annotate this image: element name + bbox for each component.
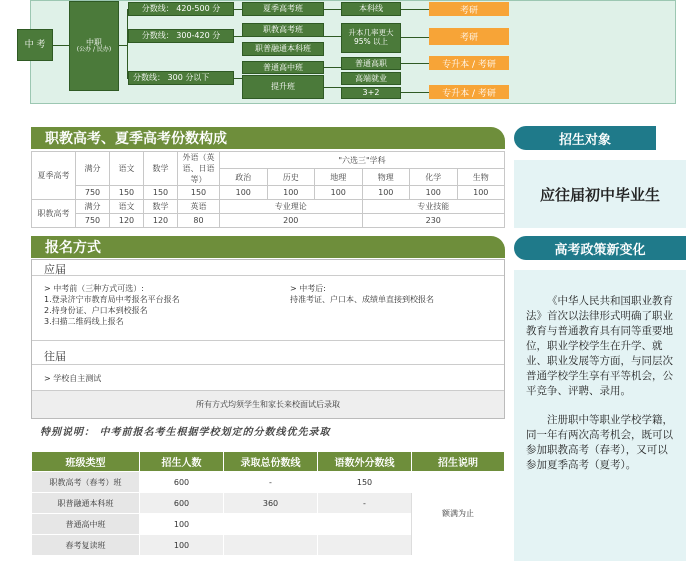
six-three-header: "六选三"学科	[220, 152, 505, 169]
zhongzhi-label: 中职	[86, 37, 102, 47]
class-summer-text: 夏季高考班	[263, 4, 303, 14]
class-cell: 职普融通本科班	[32, 493, 140, 514]
class-vocational	[242, 23, 324, 37]
class-note: 额满为止	[412, 472, 505, 556]
summer-h-politics: 政治	[220, 169, 268, 186]
summer-v: 100	[315, 186, 363, 200]
past-text: > 学校自主测试	[44, 374, 102, 383]
result-1-text: 考研	[459, 5, 478, 16]
summer-h-foreign: 外语（英语、日语等）	[178, 152, 220, 186]
class-cell: 360	[224, 493, 318, 514]
zhongzhi-sub: (公办 / 民办)	[76, 46, 112, 54]
before-title: > 中考前（三种方式可选）:	[44, 284, 144, 293]
registration-box	[31, 259, 505, 419]
outcome-2-text: 升本几率更大 95% 以上	[348, 28, 394, 46]
class-cell	[224, 514, 318, 535]
class-merge-text: 职普融通本科班	[255, 44, 311, 54]
vocational-label: 职教高考	[32, 200, 76, 228]
summer-v: 750	[76, 186, 110, 200]
before-item: 2.持身份证、户口本到校报名	[44, 306, 148, 315]
class-cell	[224, 535, 318, 556]
upgrade-class-text: 提升班	[271, 82, 295, 92]
score-section-title	[31, 127, 505, 149]
score-line-1	[128, 2, 234, 16]
registration-title	[31, 236, 505, 258]
registration-title-text: 报名方式	[45, 240, 101, 256]
class-cell: 100	[140, 514, 224, 535]
outcome-1-text: 本科线	[359, 4, 383, 14]
class-cell	[318, 514, 412, 535]
voc-v: 120	[110, 214, 144, 228]
class-cell: 600	[140, 493, 224, 514]
result-1	[429, 2, 509, 16]
summer-v: 150	[178, 186, 220, 200]
outcome-3	[341, 57, 401, 70]
summer-v: 100	[220, 186, 268, 200]
voc-h: 语文	[110, 200, 144, 214]
voc-v: 230	[362, 214, 505, 228]
class-general-text: 普通高中班	[263, 62, 303, 72]
result-2	[429, 28, 509, 45]
result-2-text: 考研	[459, 33, 478, 43]
table-row	[32, 472, 505, 493]
class-h-type: 班级类型	[32, 452, 140, 472]
voc-h: 专业理论	[220, 200, 363, 214]
voc-h: 英语	[178, 200, 220, 214]
policy-box	[514, 270, 686, 561]
outcome-1	[341, 2, 401, 16]
score-line-1-text: 分数线： 420-500 分	[141, 4, 221, 14]
summer-v: 150	[144, 186, 178, 200]
summer-h-chinese: 语文	[110, 152, 144, 186]
result-4	[429, 85, 509, 99]
summer-v: 100	[410, 186, 458, 200]
summer-h-history: 历史	[267, 169, 315, 186]
class-cell	[318, 535, 412, 556]
summer-h-physics: 物理	[362, 169, 410, 186]
outcome-2	[341, 23, 401, 53]
zhongkao-label: 中 考	[24, 39, 46, 50]
before-block	[44, 283, 180, 327]
after-text: 持准考证、户口本、成绩单直接到校报名	[290, 295, 434, 304]
summer-v: 100	[362, 186, 410, 200]
score-table	[31, 151, 505, 228]
summer-h-biology: 生物	[457, 169, 505, 186]
class-cell: 600	[140, 472, 224, 493]
registration-note-text: 所有方式均须学生和家长来校面试后录取	[196, 400, 340, 409]
outcome-3-text: 普通高职	[355, 58, 387, 68]
voc-v: 750	[76, 214, 110, 228]
summer-h-total: 满分	[76, 152, 110, 186]
class-vocational-text: 职教高考班	[263, 25, 303, 35]
upgrade-class	[242, 75, 324, 99]
summer-v: 100	[267, 186, 315, 200]
policy-para-1: 《中华人民共和国职业教育法》首次以法律形式明确了职业教育与普通教育具有同等重要地位，职业学校学生在升学、就业、职业发展等方面，与同层次普通学校学生享有平等机会，公平竞争、评聘、录用。	[526, 295, 673, 397]
summer-v: 100	[457, 186, 505, 200]
class-h-total-line: 录取总份数线	[224, 452, 318, 472]
class-cell: 职教高考（春考）班	[32, 472, 140, 493]
result-3	[429, 56, 509, 70]
score-line-3	[128, 71, 234, 85]
voc-h: 数学	[144, 200, 178, 214]
outcome-5	[341, 87, 401, 99]
summer-v: 150	[110, 186, 144, 200]
class-h-count: 招生人数	[140, 452, 224, 472]
outcome-5-text: 3+2	[362, 88, 380, 98]
class-cell: -	[318, 493, 412, 514]
summer-h-chemistry: 化学	[410, 169, 458, 186]
registration-note	[32, 390, 504, 418]
voc-v: 120	[144, 214, 178, 228]
enroll-target-title-text: 招生对象	[558, 132, 611, 148]
outcome-4	[341, 72, 401, 85]
before-item: 3.扫描二维码线上报名	[44, 317, 124, 326]
enroll-target-text: 应往届初中毕业生	[539, 185, 660, 204]
policy-para-2: 注册职中等职业学校学籍，同一年有两次高考机会，既可以参加职教高考（春考），又可以参加夏季高考（夏考）。	[526, 414, 673, 471]
enroll-target-box	[514, 160, 686, 228]
class-cell: 150	[318, 472, 412, 493]
summer-h-geography: 地理	[315, 169, 363, 186]
class-merge	[242, 42, 324, 56]
score-section-title-text: 职教高考、夏季高考份数构成	[45, 131, 227, 147]
class-table	[31, 451, 505, 556]
enroll-target-title	[514, 126, 656, 150]
fresh-panel	[32, 260, 504, 341]
class-h-note: 招生说明	[412, 452, 505, 472]
past-label: 往届	[44, 350, 66, 363]
outcome-4-text: 高端就业	[355, 73, 387, 83]
voc-v: 200	[220, 214, 363, 228]
class-cell: 普通高中班	[32, 514, 140, 535]
summer-h-math: 数学	[144, 152, 178, 186]
score-line-2-text: 分数线： 300-420 分	[141, 31, 221, 41]
class-summer	[242, 2, 324, 16]
special-note: 特别说明： 中考前报名考生根据学校划定的分数线优先录取	[40, 427, 331, 438]
pathway-diagram	[24, 0, 676, 104]
score-line-2	[128, 29, 234, 43]
voc-h: 专业技能	[362, 200, 505, 214]
result-3-text: 专升本 / 考研	[442, 59, 496, 70]
summer-label: 夏季高考	[32, 152, 76, 200]
policy-title	[514, 236, 686, 260]
class-cell: 春考复读班	[32, 535, 140, 556]
fresh-label: 应届	[44, 263, 66, 276]
class-cell: 100	[140, 535, 224, 556]
class-cell: -	[224, 472, 318, 493]
policy-title-text: 高考政策新变化	[554, 242, 646, 258]
after-block	[290, 283, 434, 305]
class-general	[242, 61, 324, 74]
zhongzhi-box	[69, 1, 119, 91]
score-line-3-text: 分数线： 300 分以下	[133, 73, 210, 83]
voc-v: 80	[178, 214, 220, 228]
result-4-text: 专升本 / 考研	[442, 88, 496, 99]
before-item: 1.登录济宁市教育局中考报名平台报名	[44, 295, 180, 304]
after-title: > 中考后:	[290, 284, 326, 293]
voc-h: 满分	[76, 200, 110, 214]
class-h-yw-line: 语数外分数线	[318, 452, 412, 472]
zhongkao-box	[17, 29, 53, 61]
